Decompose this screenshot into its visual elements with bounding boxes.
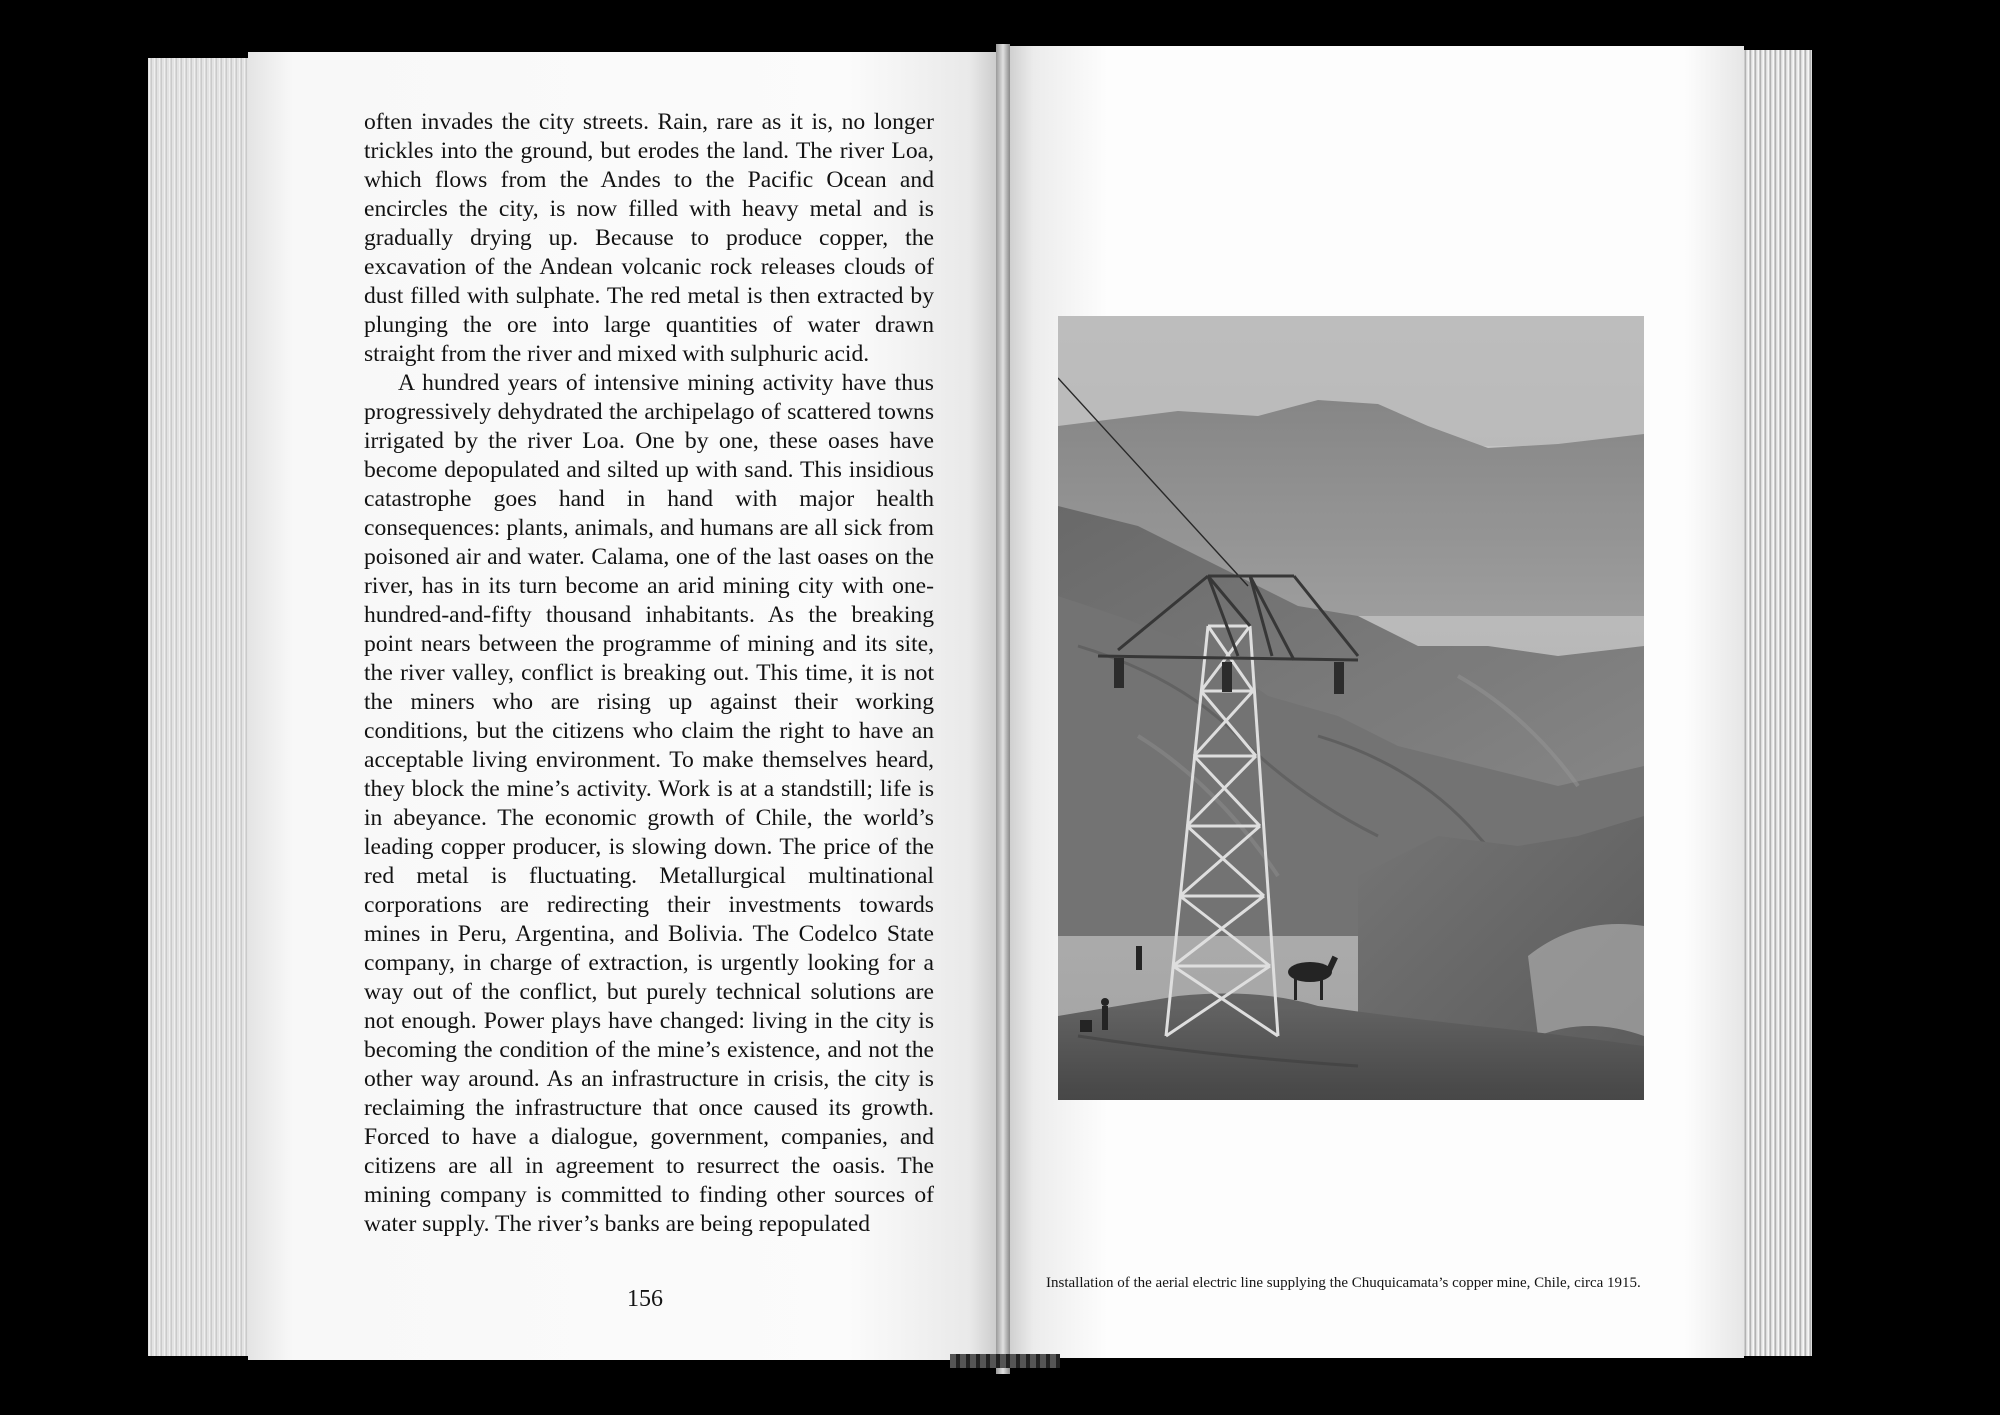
transmission-tower-photo [1058, 316, 1644, 1100]
spine-bottom [950, 1354, 1060, 1368]
paragraph-1: often invades the city streets. Rain, rare as it is, no longer trickles into the ground, but erodes the land. The river Loa, which flows from the Andes to the Pacific Ocean and encircles the city, is now filled with heavy metal and is gradually drying up. Because to produce copper, the excavation of the Andean volcanic rock releases clouds of dust filled with sulphate. The red metal is then extracted by plunging the ore into large quantities of water drawn straight from the river and mixed with sulphuric acid. [364, 109, 934, 367]
photo-caption: Installation of the aerial electric line supplying the Chuquicamata’s copper mine, Chile, circa 1915. [1046, 1275, 1641, 1291]
body-text [364, 108, 934, 1239]
historic-photograph [1058, 316, 1644, 1100]
book-gutter [996, 44, 1010, 1374]
page-number: 156 [627, 1286, 663, 1312]
paragraph-2: A hundred years of intensive mining activity have thus progressively dehydrated the archipelago of scattered towns irrigated by the river Loa. One by one, these oases have become depopulated and silted up with sand. This insidious catastrophe goes hand in hand with major health consequences: plants, animals, and humans are all sick from poisoned air and water. Calama, one of the last oases on the river, has in its turn become an arid mining city with one-hundred-and-fifty thousand inhabitants. As the breaking point nears between the programme of mining and its site, the river valley, conflict is breaking out. This time, it is not the miners who are rising up against their working conditions, but the citizens who claim the right to have an acceptable living environment. To make themselves heard, they block the mine’s activity. Work is at a standstill; life is in abeyance. The economic growth of Chile, the world’s leading copper producer, is slowing down. The price of the red metal is fluctuating. Metallurgical multinational corporations are redirecting their investments towards mines in Peru, Argentina, and Bolivia. The Codelco State company, in charge of extraction, is urgently looking for a way out of the conflict, but purely technical solutions are not enough. Power plays have changed: living in the city is becoming the condition of the mine’s existence, and not the other way around. As an infrastructure in crisis, the city is reclaiming the infrastructure that once caused its growth. Forced to have a dialogue, government, companies, and citizens are all in agreement to resurrect the oasis. The mining company is committed to finding other sources of water supply. The river’s banks are being repopulated [364, 370, 934, 1237]
